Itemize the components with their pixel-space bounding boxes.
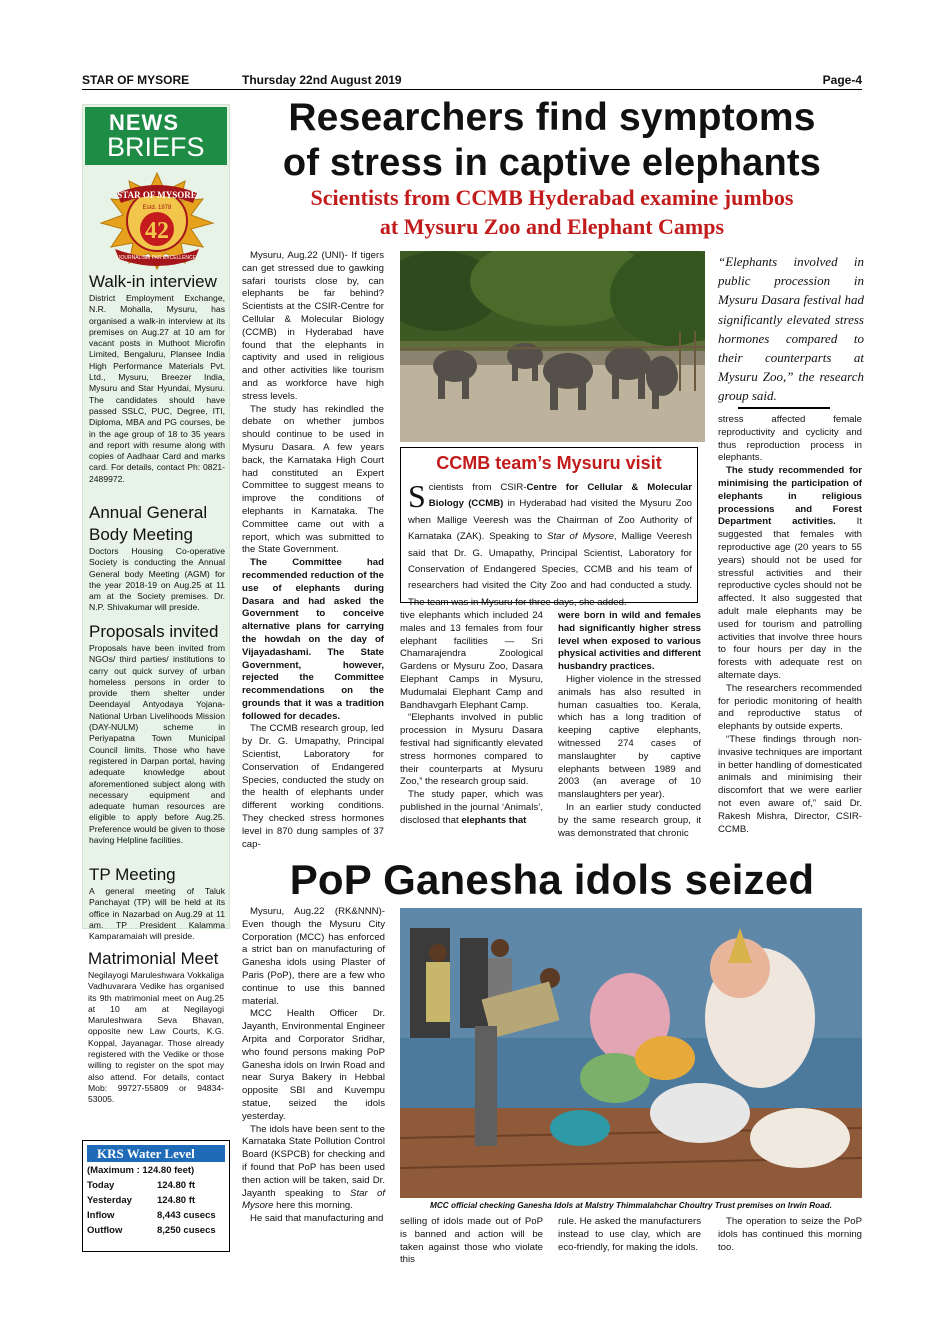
elephants-zoo-photo	[400, 251, 705, 442]
story1-headline-line2: of stress in captive elephants	[282, 142, 822, 184]
krs-water-level-box	[82, 1140, 230, 1252]
paragraph	[400, 789, 543, 827]
ccmb-visit-box	[400, 447, 698, 608]
news-briefs-sidebar	[82, 104, 230, 942]
paragraph: The researchers recommended for periodic monitoring of health and reproductive status of elephants by outside experts.	[718, 682, 862, 733]
text-part: It suggested that females with reproductive age (20 years to 55 years) should not be used for stressful activities and their reproductive cycles should not be affected. It also suggested that adult male elephants may be used for tourism and patrolling activities that involve three hours to four hours per day in the forests with adequate rest on alternate days.	[718, 516, 862, 681]
ccmb-box-text	[408, 480, 692, 611]
photo-caption: MCC official checking Ganesha Idols at Malstry Thimmalahchar Choultry Trust premises on Irwin Road.	[400, 1199, 862, 1212]
text-part: The study paper, which was published in the journal ‘Animals’, disclosed that	[400, 789, 543, 826]
story2-column-2	[400, 1216, 543, 1267]
box-text-bold: Centre for Cellular & Molecular Biology (CCMB)	[428, 482, 692, 510]
text-italic: Star of Mysore	[242, 1187, 385, 1212]
krs-row-label: Outflow	[87, 1225, 123, 1236]
paper-name: STAR OF MYSORE	[82, 73, 190, 87]
paragraph: Mysuru, Aug.22 (RK&NNN)- Even though the Mysuru City Corporation (MCC) has enforced a strict ban on manufacturing of Ganesha idols using Plaster of Paris (PoP), there are a few who continue to use this banned material.	[242, 906, 385, 1007]
ganesha-idols-photo	[400, 908, 862, 1198]
paragraph: stress affected female reproductivity and cyclicity and thus reproduction process in elephants.	[718, 414, 862, 464]
krs-maximum: (Maximum : 124.80 feet)	[87, 1165, 195, 1176]
story1-column-2	[400, 610, 543, 828]
paragraph: Mysuru, Aug.22 (UNI)- If tigers can get stressed due to gawking safari tourists close by, can elephants be far behind? Scientists at the CSIR-Centre for Cellular & Molecular Biology (CCMB) in Hyderabad have found that the elephants in captivity and used in religious and other activities like tourism and as workforce have high stress levels.	[242, 250, 384, 402]
paragraph: He said that manufacturing and	[250, 1213, 384, 1225]
logo-estd: Estd. 1978	[142, 205, 172, 211]
paragraph: The operation to seize the PoP idols has continued this morning too.	[718, 1216, 862, 1253]
krs-row-value: 124.80 ft	[157, 1180, 196, 1191]
text-bold: elephants that	[461, 814, 527, 826]
pull-quote: “Elephants involved in public procession in Mysuru Dasara festival had significantly elevated stress hormones compared to their counterparts at Mysuru Zoo,” the research group said.	[718, 254, 864, 404]
page-number: Page-4	[822, 73, 862, 87]
brief-heading: Matrimonial Meet	[88, 949, 219, 968]
paragraph-bold: The Committee had recommended reduction of the use of elephants during Dasara and had asked the Government to conceive alternative plans for carrying the howdah on the day of Vijayadashami. The State Government, however, rejected the Committee recommendations on the grounds that it was a tradition followed for decades.	[242, 557, 384, 722]
brief-body: District Employment Exchange, N.R. Mohalla, Mysuru, has organised a walk-in interview at its premises on Aug.27 at 10 am for vacant posts in Muthoot Microfin Limited, Bengaluru, Plansee India High Performance Materials Pvt. Ltd., Mysuru, Breezer India, Mysuru and Star Hyundai, Mysuru. The candidates should have passed SSLC, PUC, Degree, ITI, Diploma, MBA and PG courses, be in the age group of 18 to 35 years and report with resume along with copies of Aadhaar Card and marks card. For details, contact Ph: 0821-2489972.	[89, 293, 225, 484]
paragraph: MCC Health Officer Dr. Jayanth, Environmental Engineer Arpita and Corporator Sridhar, who found persons making PoP Ganesha idols on Irwin Road and near Surya Bakery in Hebbal opposite SBI and Kuvempu statue, seized the idols yesterday.	[242, 1008, 385, 1122]
ccmb-box-title: CCMB team’s Mysuru visit	[436, 453, 662, 473]
paragraph	[718, 465, 862, 683]
story1-subheadline-line2: at Mysuru Zoo and Elephant Camps	[379, 214, 725, 239]
story2-column-3	[558, 1216, 701, 1254]
krs-row-value: 8,443 cusecs	[157, 1210, 216, 1221]
brief-body: Negilayogi Maruleshwara Vokkaliga Vadhuvarara Vedike has organised its 9th matrimonial meet on Aug.25 at 10 am at Negilayogi Maruleshwara Seva Bhavan, opposite new Law Courts, K.G. Koppal, Jayanagar. Those already registered with the Vedike or those willing to register on the spot may also attend. For details, contact Mob: 99727-55809 or 94834-53005.	[88, 970, 224, 1105]
krs-title: KRS Water Level	[87, 1145, 225, 1162]
text-part: here this morning.	[273, 1200, 353, 1212]
news-label: NEWS	[109, 110, 179, 135]
text-part: The idols have been sent to the Karnataka State Pollution Control Board (KSPCB) for checking and if found that PoP has been used then action will be taken, said Dr. Jayanth speaking to	[242, 1123, 385, 1199]
paragraph: The CCMB research group, led by Dr. G. Umapathy, Principal Scientist, Laboratory for Conservation of Endangered Species, conducted the study on the health of elephants under different working conditions. They checked stress hormones level in 870 dung samples of 37 cap-	[242, 723, 384, 850]
story1-subheadline-line1: Scientists from CCMB Hyderabad examine jumbos	[310, 185, 794, 210]
paragraph: “These findings through non-invasive techniques are important in better handling of domesticated animals and minimising their discomfort that we were earlier not even aware of,” said Dr. Rakesh Mishra, Director, CSIR-CCMB.	[718, 733, 862, 835]
krs-row-label: Today	[87, 1180, 115, 1191]
story1-column-1	[242, 250, 384, 851]
brief-heading: Annual General Body Meeting	[89, 503, 208, 544]
story2-column-4	[718, 1216, 862, 1254]
logo-text-bottom: JOURNALISM PAR EXCELLENCE	[118, 255, 196, 261]
krs-row-label: Inflow	[87, 1210, 115, 1221]
dropcap: S	[408, 478, 426, 514]
brief-heading: Proposals invited	[89, 622, 219, 641]
brief-heading: Walk-in interview	[89, 272, 217, 291]
paragraph	[242, 1124, 385, 1214]
logo-number: 42	[145, 218, 169, 244]
paragraph: The study has rekindled the debate on whether jumbos should continue to be used in Mysuru Dasara. A few years back, the Karnataka High Court had constituted an Expert Committee to suggest means to improve the conditions of elephants in Karnataka. The Committee came out with a report, which was submitted to the State Government.	[242, 403, 384, 556]
paragraph-bold: were born in wild and females had significantly higher stress level when exposed to various physical activities and different husbandry practices.	[558, 610, 701, 673]
brief-body: Doctors Housing Co-operative Society is conducting the Annual General body Meeting (AGM) for the year 2018-19 on Aug.25 at 11 am at the Society premises. Dr. N.P. Shivakumar will preside.	[89, 546, 225, 613]
brief-body: Proposals have been invited from NGOs/ third parties/ institutions to carry out quick survey of urban homeless persons in order to provide them shelter under Deendayal Antyodaya Yojana-National Urban Livelihoods Mission (DAY-NULM) scheme in Periyapatna Town Municipal Council limits. Those who have registered in Darpan portal, having adequate knowledge about aforementioned subject along with necessary equipment and adequate human resources are eligible to apply before Aug.25. Preference would be given to those having Helpline facilities.	[89, 643, 225, 846]
briefs-label: BRIEFS	[107, 132, 205, 162]
box-text-part: cientists from CSIR-	[428, 482, 527, 493]
issue-date: Thursday 22nd August 2019	[242, 73, 402, 87]
paragraph: tive elephants which included 24 males and 13 females from four elephant facilities — Sri Chamarajendra Zoological Gardens or Mysuru Zoo, Dasara Elephant Camps in Mysuru, Mudumalai Elephant Camp and Bandhavgarh Elephant Camp.	[400, 610, 543, 711]
krs-row-label: Yesterday	[87, 1195, 132, 1206]
box-text-part: in Hyderabad had visited the Mysuru Zoo when Mallige Veeresh was the Chairman of Zoo Authority of Karnataka (ZAK). Speaking to	[408, 498, 693, 543]
masthead	[82, 72, 862, 90]
brief-body: A general meeting of Taluk Panchayat (TP) will be held at its office in Nazarbad on Aug.29 at 11 am. TP President Kalamma Kamparamaiah will preside.	[89, 886, 225, 942]
text-bold: The study recommended for minimising the participation of elephants in religious processions and Forest Department activities.	[718, 465, 862, 528]
news-briefs-header	[85, 107, 227, 165]
logo-text-top: STAR OF MYSORE	[117, 190, 197, 200]
box-text-italic: Star of Mysore	[547, 531, 614, 543]
paragraph: selling of idols made out of PoP is banned and action will be taken against those who violate this	[400, 1216, 543, 1266]
quote-rule	[738, 407, 830, 409]
story2-headline: PoP Ganesha idols seized	[289, 856, 815, 903]
paragraph: Higher violence in the stressed animals has also resulted in human casualties too. Kerala, which has a long tradition of keeping captive elephants, witnessed 274 cases of manslaughter by captive elephants between 1989 and 2003 (an average of 10 manslaughters per year).	[558, 673, 701, 801]
story1-column-4	[718, 414, 862, 836]
krs-row-value: 124.80 ft	[157, 1195, 196, 1206]
story1-column-3	[558, 610, 701, 840]
paragraph: rule. He asked the manufacturers instead to use clay, which are eco-friendly, for making the idols.	[558, 1216, 701, 1253]
brief-heading: TP Meeting	[89, 865, 176, 884]
paragraph: In an earlier study conducted by the same research group, it was demonstrated that chronic	[558, 801, 701, 839]
paragraph: “Elephants involved in public procession in Mysuru Dasara festival had significantly elevated stress hormones compared to their counterparts at Mysuru Zoo,” the research group said.	[400, 712, 543, 788]
star-of-mysore-42-logo	[93, 171, 221, 271]
krs-row-value: 8,250 cusecs	[157, 1225, 216, 1236]
box-text-part: , Mallige Veeresh said that Dr. G. Umapathy, Principal Scientist, Laboratory for Conservation of Endangered Species, CCMB and his team of researchers had visited the City Zoo and had conducted a study. The team was in Mysuru for three days, she added.	[408, 531, 692, 608]
story1-headline-line1: Researchers find symptoms	[288, 96, 816, 139]
story2-column-1	[242, 906, 385, 1226]
